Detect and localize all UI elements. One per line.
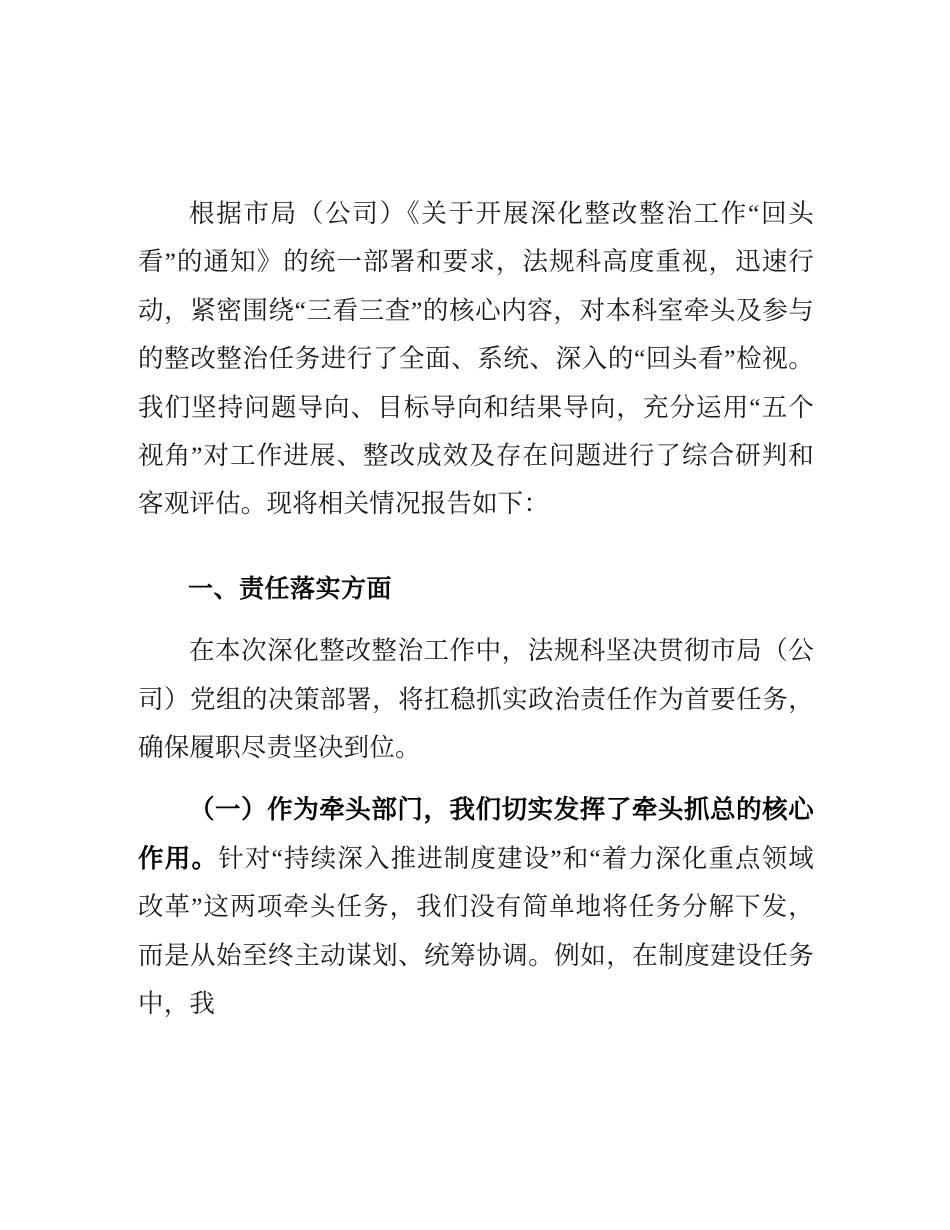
section-heading-responsibility: 一、责任落实方面 — [188, 574, 393, 603]
item-one-lead-text: （一）作为牵头部门，我们切实发挥了牵头抓总的核心作用。 — [138, 796, 814, 873]
document-content — [138, 0, 814, 1029]
paragraph-section-one-body: 在本次深化整改整治工作中，法规科坚决贯彻市局（公司）党组的决策部署，将扛稳抓实政治责任作为首要任务，确保履职尽责坚决到位。 — [138, 636, 814, 763]
paragraph-intro: 根据市局（公司）《关于开展深化整改整治工作“回头看”的通知》的统一部署和要求，法规科高度重视，迅速行动，紧密围绕“三看三查”的核心内容，对本科室牵头及参与的整改整治任务进行了全面、系统、深入的“回头看”检视。我们坚持问题导向、目标导向和结果导向，充分运用“五个视角”对工作进展、整改成效及存在问题进行了综合研判和客观评估。现将相关情况报告如下： — [138, 199, 814, 519]
heading-spacer — [138, 613, 814, 627]
paragraph-item-one — [138, 786, 814, 1028]
page-title — [138, 0, 814, 112]
item-one-body-text: 针对“持续深入推进制度建设”和“着力深化重点领域改革”这两项牵头任务，我们没有简单地将任务分解下发，而是从始至终主动谋划、统筹协调。例如，在制度建设任务中，我 — [138, 843, 814, 1019]
